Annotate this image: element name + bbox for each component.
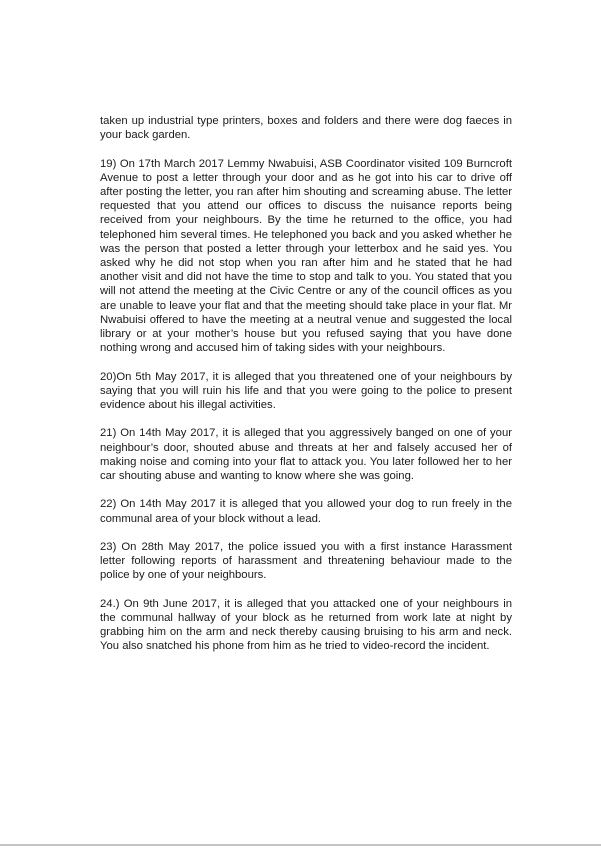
page-boundary-line <box>0 844 601 846</box>
paragraph-21: 21) On 14th May 2017, it is alleged that you aggressively banged on one of your neighbour’s door, shouted abuse and threats at her and falsely accused her of making noise and coming into your flat to attack you. You later followed her to her car shouting abuse and wanting to know where she was going. <box>100 427 512 483</box>
paragraph-22: 22) On 14th May 2017 it is alleged that you allowed your dog to run freely in the communal area of your block without a lead. <box>100 498 512 525</box>
paragraph-19: 19) On 17th March 2017 Lemmy Nwabuisi, ASB Coordinator visited 109 Burncroft Avenue to post a letter through your door and as he got into his car to drive off after posting the letter, you ran after him shouting and screaming abuse. The letter requested that you attend our offices to discuss the nuisance reports being received from your neighbours. By the time he returned to the office, you had telephoned him several times. He telephoned you back and you asked whether he was the person that posted a letter through your letterbox and he said yes. You asked why he did not stop when you ran after him and he stated that he had another visit and did not have the time to stop and talk to you. You stated that you will not attend the meeting at the Civic Centre or any of the council offices as you are unable to leave your flat and that the meeting should take place in your flat. Mr Nwabuisi offered to have the meeting at a neutral venue and suggested the local library or at your mother’s house but you refused saying that you have done nothing wrong and accused him of taking sides with your neighbours. <box>100 157 512 355</box>
paragraph-23: 23) On 28th May 2017, the police issued you with a first instance Harassment letter following reports of harassment and threatening behaviour made to the police by one of your neighbours. <box>100 541 512 582</box>
paragraph-18-continued: taken up industrial type printers, boxes and folders and there were dog faeces in your back garden. <box>100 115 512 142</box>
document-body <box>100 114 512 668</box>
paragraph-20: 20)On 5th May 2017, it is alleged that you threatened one of your neighbours by saying that you will ruin his life and that you were going to the police to present evidence about his illegal activities. <box>100 370 512 412</box>
paragraph-24: 24.) On 9th June 2017, it is alleged that you attacked one of your neighbours in the communal hallway of your block as he returned from work late at night by grabbing him on the arm and neck thereby causing bruising to his arm and neck. You also snatched his phone from him as he tried to video-record the incident. <box>100 597 512 653</box>
